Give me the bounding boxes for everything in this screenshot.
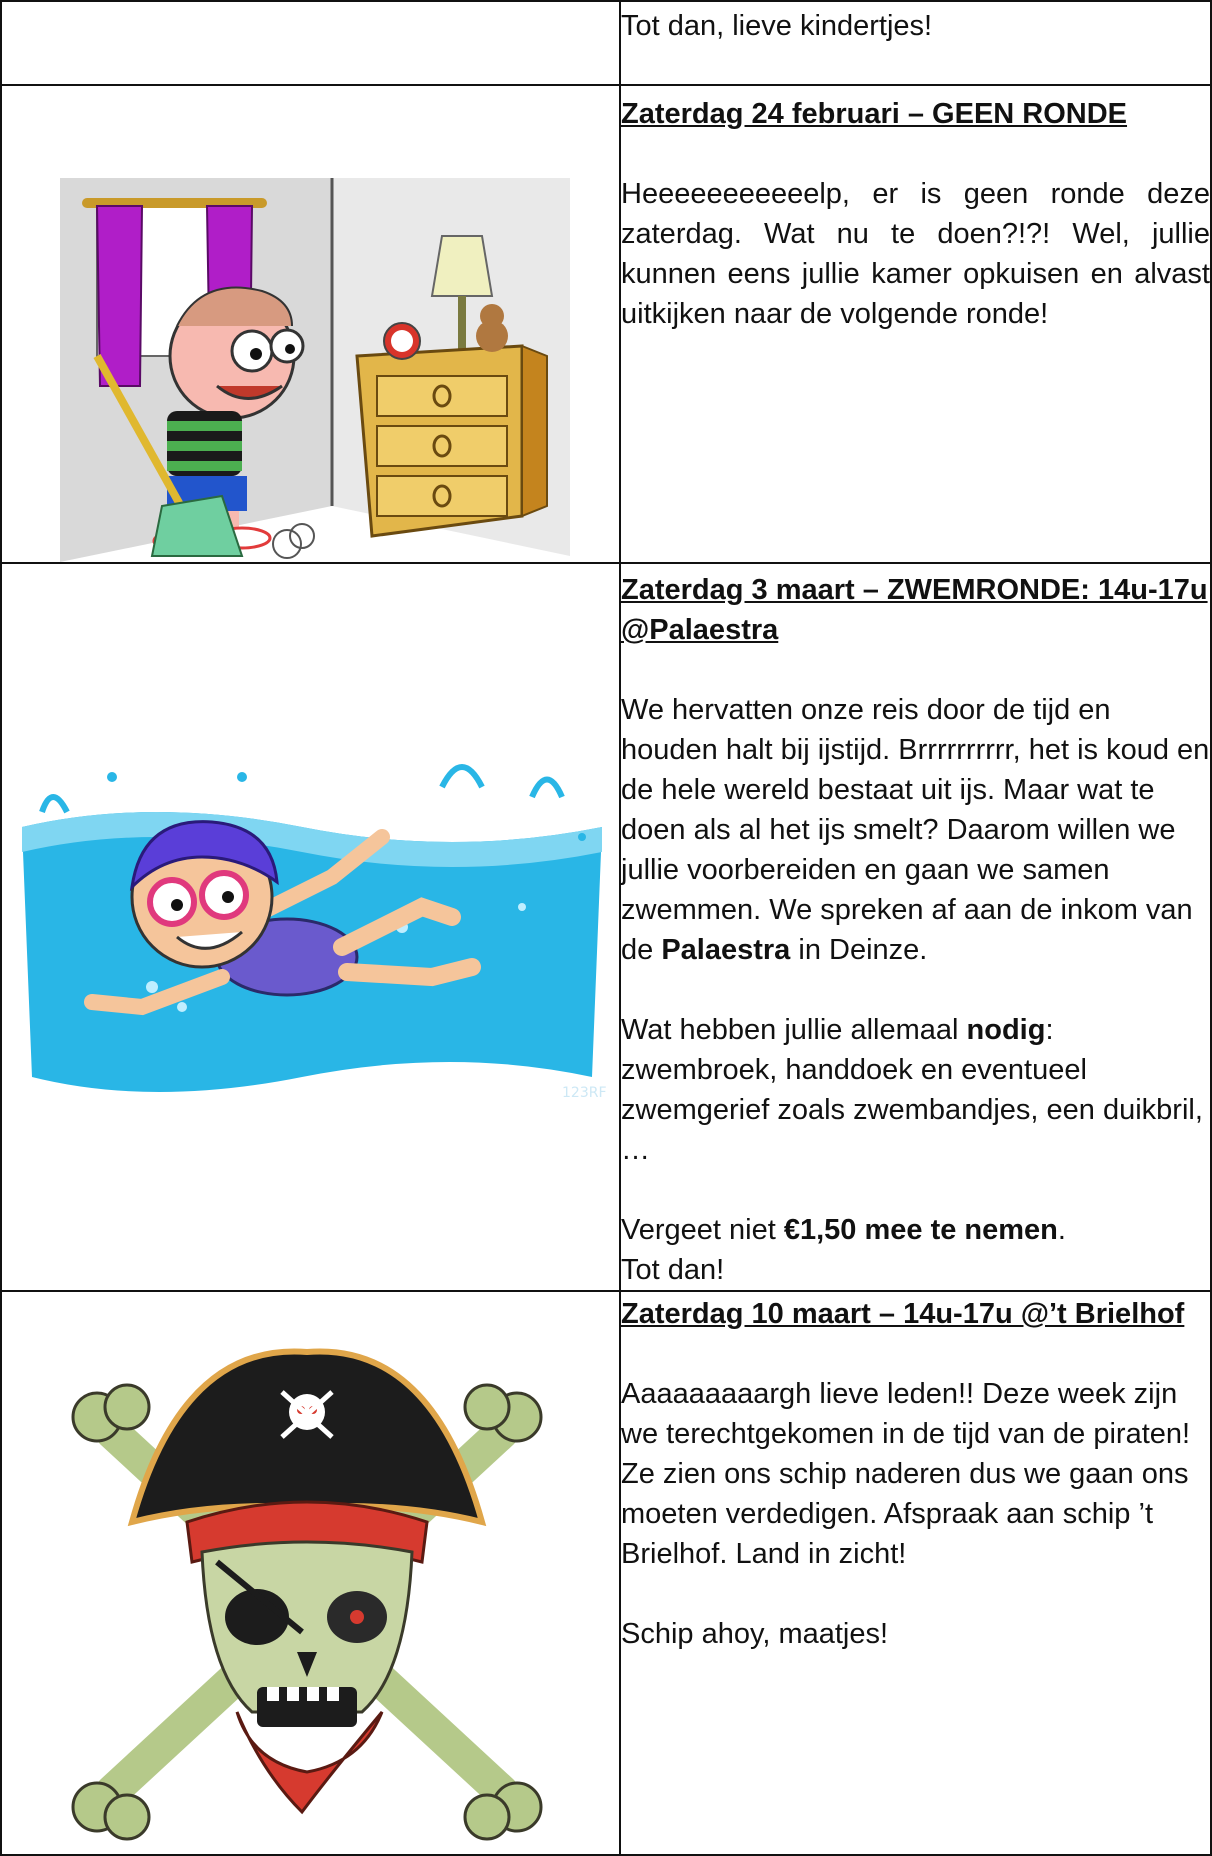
heading: Zaterdag 3 maart – ZWEMRONDE: 14u-17u @Palaestra [621,574,1208,646]
table-row [1,563,1211,1291]
table-row [1,1291,1211,1855]
image-cell [1,563,620,1291]
paragraph-text: in Deinze. [790,934,928,966]
paragraph: Tot dan! [621,1254,725,1286]
text-cell [620,563,1211,1291]
watermark-text: 123RF [562,1085,607,1101]
paragraph: Schip ahoy, maatjes! [621,1618,889,1650]
swimming-girl-illustration [2,717,619,1137]
bold-text: Palaestra [661,934,791,966]
paragraph-text: Vergeet niet [621,1214,784,1246]
heading: Zaterdag 24 februari – GEEN RONDE [621,98,1128,130]
paragraph: Aaaaaaaaargh lieve leden!! Deze week zijn we terechtgekomen in de tijd van de piraten! Ze zien ons schip naderen dus we gaan ons moeten verdedigen. Afspraak aan schip ’t Brielhof. Land in zicht! [621,1378,1191,1570]
paragraph-text: Wat hebben jullie allemaal [621,1014,967,1046]
text-cell [620,85,1211,563]
table-row [1,1,1211,85]
text-cell [620,1291,1211,1855]
paragraph-text: : zwembroek, handdoek en eventueel zwemgerief zoals zwembandjes, een duikbril, … [621,1014,1203,1166]
paragraph [621,1210,1210,1250]
paragraph [621,690,1210,970]
pirate-skull-illustration [2,1292,619,1854]
heading: Zaterdag 10 maart – 14u-17u @’t Brielhof [621,1298,1185,1330]
empty-image-cell [1,1,620,85]
paragraph: Heeeeeeeeeeelp, er is geen ronde deze zaterdag. Wat nu te doen?!?! Wel, jullie kunnen eens jullie kamer opkuisen en alvast uitkijken naar de volgende ronde! [621,178,1210,330]
table-row [1,85,1211,563]
closing-line: Tot dan, lieve kindertjes! [621,10,933,42]
image-cell [1,1291,620,1855]
text-cell [620,1,1211,85]
image-cell [1,85,620,563]
cleaning-boy-illustration [2,86,619,562]
bold-text: nodig [966,1014,1046,1046]
bold-text: €1,50 mee te nemen [783,1214,1058,1246]
paragraph-text: . [1057,1214,1066,1246]
paragraph [621,1010,1210,1170]
paragraph-text: We hervatten onze reis door de tijd en houden halt bij ijstijd. Brrrrrrrrrr, het is koud en de hele wereld bestaat uit ijs. Maar wat te doen als al het ijs smelt? Daarom willen we jullie voorbereiden en gaan we samen zwemmen. We spreken af aan de inkom van de [621,694,1210,966]
